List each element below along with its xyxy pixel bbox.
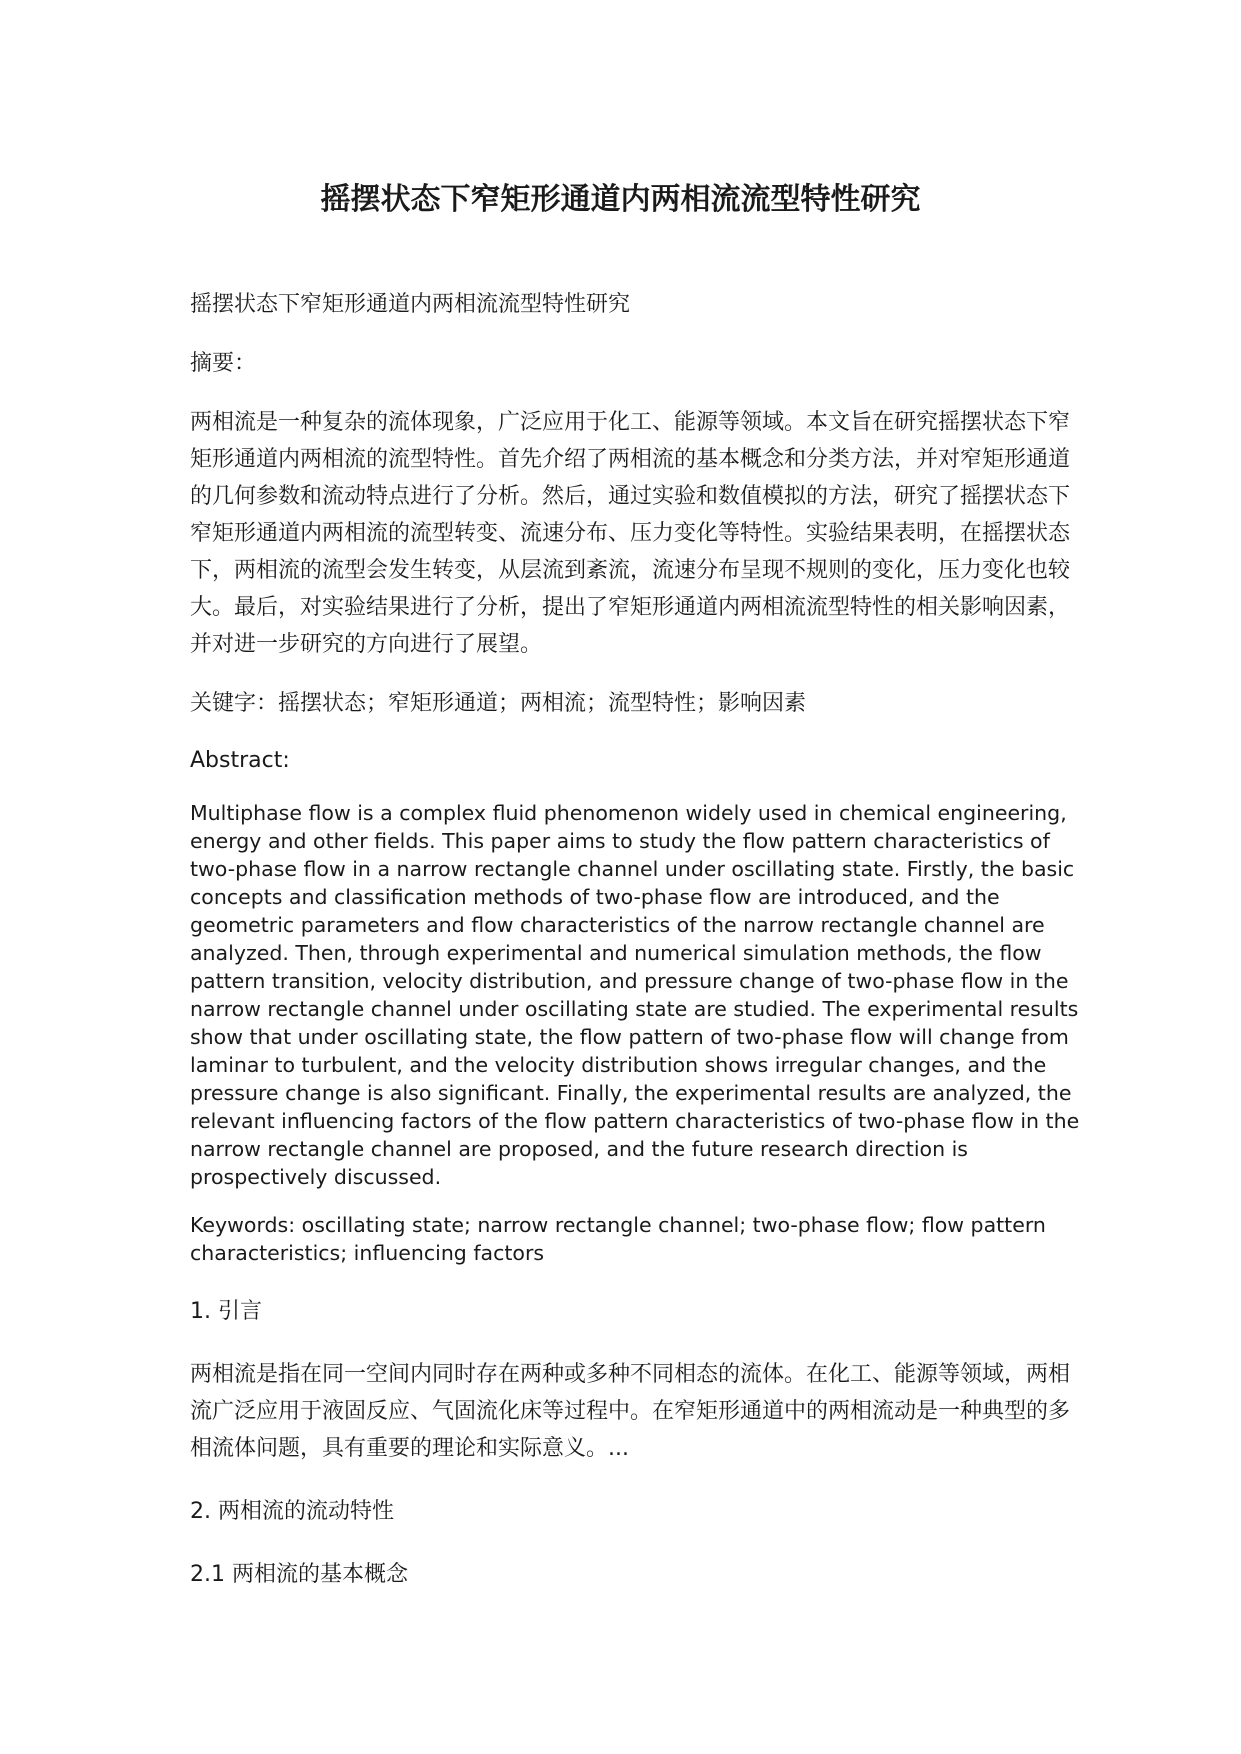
document-subtitle: 摇摆状态下窄矩形通道内两相流流型特性研究 bbox=[190, 292, 631, 317]
section-1-heading: 1. 引言 bbox=[190, 1299, 262, 1324]
abstract-cn-text: 两相流是一种复杂的流体现象，广泛应用于化工、能源等领域。本文旨在研究摇摆状态下窄矩形通道内两相流的流型特性。首先介绍了两相流的基本概念和分类方法，并对窄矩形通道的几何参数和流动特点进行了分析。然后，通过实验和数值模拟的方法，研究了摇摆状态下窄矩形通道内两相流的流型转变、流速分布、压力变化等特性。实验结果表明，在摇摆状态下，两相流的流型会发生转变，从层流到紊流，流速分布呈现不规则的变化，压力变化也较大。最后，对实验结果进行了分析，提出了窄矩形通道内两相流流型特性的相关影响因素，并对进一步研究的方向进行了展望。 bbox=[190, 410, 1071, 657]
section-1-text: 两相流是指在同一空间内同时存在两种或多种不同相态的流体。在化工、能源等领域，两相流广泛应用于液固反应、气固流化床等过程中。在窄矩形通道中的两相流动是一种典型的多相流体问题，具有重要的理论和实际意义。... bbox=[190, 1362, 1071, 1461]
abstract-en-label: Abstract: bbox=[190, 748, 290, 773]
keywords-cn: 关键字：摇摆状态；窄矩形通道；两相流；流型特性；影响因素 bbox=[190, 691, 807, 716]
section-2-heading: 2. 两相流的流动特性 bbox=[190, 1499, 394, 1524]
document-body bbox=[190, 286, 1090, 1593]
keywords-en: Keywords: oscillating state; narrow rectangle channel; two-phase flow; flow pattern characteristics; influencing factors bbox=[190, 1213, 1046, 1265]
abstract-cn-label: 摘要： bbox=[190, 351, 257, 376]
document-title: 摇摆状态下窄矩形通道内两相流流型特性研究 bbox=[320, 182, 921, 217]
section-2-1-heading: 2.1 两相流的基本概念 bbox=[190, 1562, 408, 1587]
abstract-en-text: Multiphase flow is a complex fluid phenomenon widely used in chemical engineering, energy and other fields. This paper aims to study the flow pattern characteristics of two-phase flow in a narrow rectangle channel under oscillating state. Firstly, the basic concepts and classification methods of two-phase flow are introduced, and the geometric parameters and flow characteristics of the narrow rectangle channel are analyzed. Then, through experimental and numerical simulation methods, the flow pattern transition, velocity distribution, and pressure change of two-phase flow in the narrow rectangle channel under oscillating state are studied. The experimental results show that under oscillating state, the flow pattern of two-phase flow will change from laminar to turbulent, and the velocity distribution shows irregular changes, and the pressure change is also significant. Finally, the experimental results are analyzed, the relevant influencing factors of the flow pattern characteristics of two-phase flow in the narrow rectangle channel are proposed, and the future research direction is prospectively discussed. bbox=[190, 801, 1080, 1189]
